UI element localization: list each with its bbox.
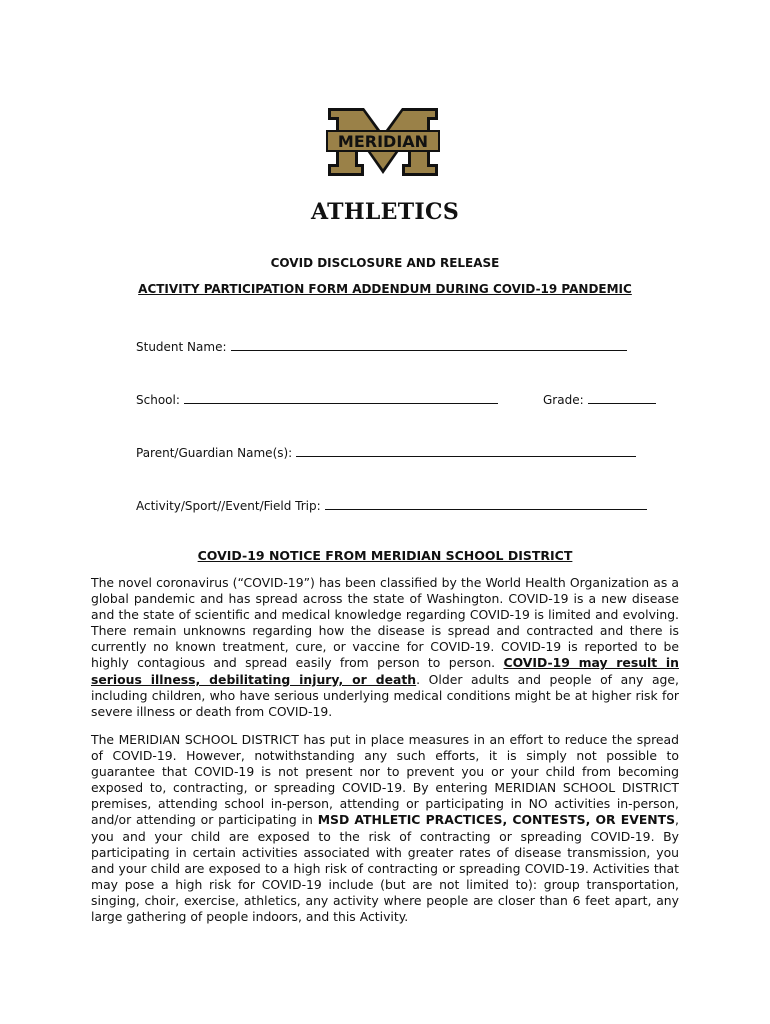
activity-label: Activity/Sport//Event/Field Trip: (136, 499, 321, 513)
subtitle-addendum: ACTIVITY PARTICIPATION FORM ADDENDUM DURING COVID-19 PANDEMIC (138, 282, 632, 296)
student-name-label: Student Name: (136, 340, 227, 354)
activity-field (136, 496, 647, 513)
notice-heading: COVID-19 NOTICE FROM MERIDIAN SCHOOL DISTRICT (197, 548, 573, 563)
notice-p2-emphasis: MSD ATHLETIC PRACTICES, CONTESTS, OR EVENTS (317, 812, 676, 828)
notice-paragraph-1 (91, 575, 679, 720)
school-label: School: (136, 393, 180, 407)
grade-label: Grade: (543, 393, 584, 407)
parent-guardian-field (136, 443, 636, 460)
parent-guardian-input-line[interactable] (296, 443, 636, 457)
page-title: ATHLETICS (310, 199, 460, 225)
meridian-m-logo-icon (326, 108, 440, 176)
grade-input-line[interactable] (588, 390, 656, 404)
student-name-field (136, 337, 627, 354)
notice-p1-text-a: The novel coronavirus (“COVID-19”) has been classified by the World Health Organization as a global pandemic and has spread across the state of Washington. COVID-19 is a new disease and the state of scientific and medical knowledge regarding COVID-19 is limited and evolving. There remain unknowns regarding how the disease is spread and contracted and there is currently no known treatment, cure, or vaccine for COVID-19. COVID-19 is reported to be highly contagious and spread easily from person to person. (91, 575, 679, 671)
meridian-logo (326, 108, 440, 176)
notice-p2-text-b: , you and your child are exposed to the risk of contracting or spreading COVID-19. By participating in certain activities associated with greater rates of disease transmission, you and your child are exposed to a high risk of contracting or spreading COVID-19. Activities that may pose a high risk for COVID-19 include (but are not limited to): group transportation, singing, choir, exercise, athletics, any activity where people are closer than 6 feet apart, any large gathering of people indoors, and this Activity. (91, 812, 679, 925)
notice-p2-text-a: The MERIDIAN SCHOOL DISTRICT has put in place measures in an effort to reduce the spread of COVID-19. However, notwithstanding any such efforts, it is simply not possible to guarantee that COVID-19 is not present nor to prevent you or your child from becoming exposed to, contracting, or spreading COVID-19. By entering MERIDIAN SCHOOL DISTRICT premises, attending school in-person, attending or participating in NO activities in-person, and/or attending or participating in (91, 732, 679, 828)
parent-guardian-label: Parent/Guardian Name(s): (136, 446, 293, 460)
student-name-input-line[interactable] (231, 337, 627, 351)
grade-field (543, 390, 656, 407)
notice-p1-warning: COVID-19 may result in serious illness, debilitating injury, or death (91, 655, 679, 687)
school-input-line[interactable] (184, 390, 498, 404)
school-field (136, 390, 498, 407)
notice-p1-text-b: . Older adults and people of any age, including children, who have serious underlying medical conditions might be at higher risk for severe illness or death from COVID-19. (91, 671, 679, 719)
subtitle-disclosure: COVID DISCLOSURE AND RELEASE (270, 256, 500, 270)
notice-paragraph-2 (91, 732, 679, 925)
activity-input-line[interactable] (325, 496, 647, 510)
logo-text: MERIDIAN (337, 132, 429, 151)
